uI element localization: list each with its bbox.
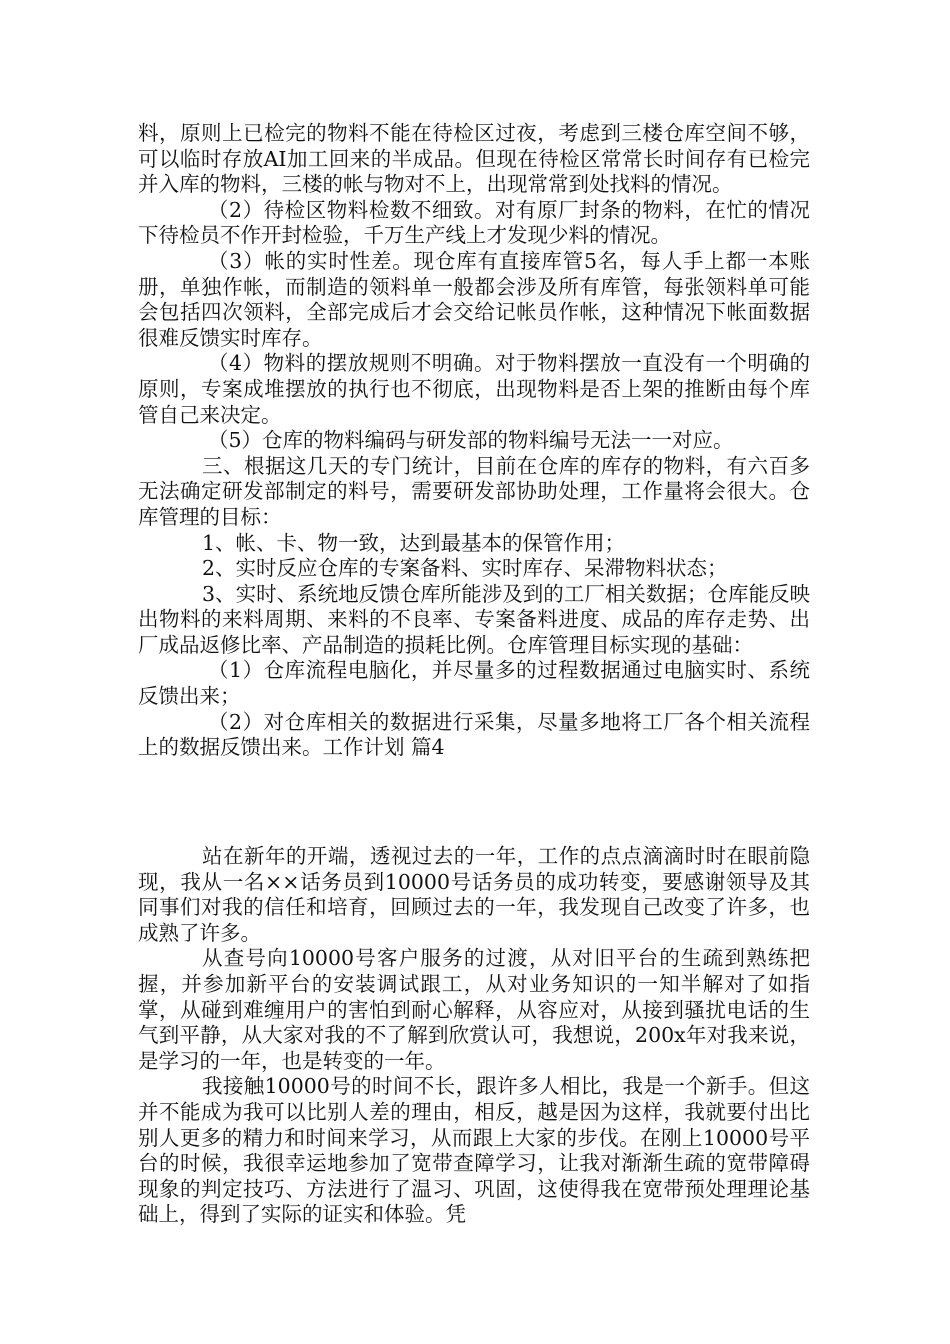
paragraph-goal-3: 3、实时、系统地反馈仓库所能涉及到的工厂相关数据；仓库能反映出物料的来料周期、来料的不良率、专案备料进度、成品的库存走势、出厂成品返修比率、产品制造的损耗比例。仓库管理目标实现的基础： [138,581,810,657]
paragraph-goal-2: 2、实时反应仓库的专案备料、实时库存、呆滞物料状态； [202,556,728,581]
paragraph-basis-1: （1）仓库流程电脑化，并尽量多的过程数据通过电脑实时、系统反馈出来； [138,658,810,709]
paragraph-section-three: 三、根据这几天的专门统计，目前在仓库的库存的物料，有六百多无法确定研发部制定的料号，需要研发部协助处理，工作量将会很大。仓库管理的目标： [138,453,810,529]
section-warehouse-report [138,121,810,761]
paragraph-item-2: （2）待检区物料检数不细致。对有原厂封条的物料，在忙的情况下待检员不作开封检验，千万生产线上才发现少料的情况。 [138,197,810,248]
paragraph-item-3: （3）帐的实时性差。现仓库有直接库管5名，每人手上都一本账册，单独作帐，而制造的领料单一般都会涉及所有库管，每张领料单可能会包括四次领料，全部完成后才会交给记帐员作帐，这种情况下帐面数据很难反馈实时库存。 [138,248,810,350]
paragraph-item-5: （5）仓库的物料编码与研发部的物料编号无法一一对应。 [208,428,734,453]
paragraph-learning: 我接触10000号的时间不长，跟许多人相比，我是一个新手。但这并不能成为我可以比别人差的理由，相反，越是因为这样，我就要付出比别人更多的精力和时间来学习，从而跟上大家的步伐。在刚上10000号平台的时候，我很幸运地参加了宽带查障学习，让我对渐渐生疏的宽带障碍现象的判定技巧、方法进行了温习、巩固，这使得我在宽带预处理理论基础上，得到了实际的证实和体验。凭 [138,1074,810,1227]
paragraph-continuation: 料，原则上已检完的物料不能在待检区过夜，考虑到三楼仓库空间不够，可以临时存放AI加工回来的半成品。但现在待检区常常长时间存有已检完并入库的物料，三楼的帐与物对不上，出现常常到处找料的情况。 [138,121,810,197]
paragraph-item-4: （4）物料的摆放规则不明确。对于物料摆放一直没有一个明确的原则，专案成堆摆放的执行也不彻底，出现物料是否上架的推断由每个库管自己来决定。 [138,351,810,427]
section-work-plan-4 [138,844,810,1228]
paragraph-goal-1: 1、帐、卡、物一致，达到最基本的保管作用； [202,530,626,555]
paragraph-transition: 从查号向10000号客户服务的过渡，从对旧平台的生疏到熟练把握，并参加新平台的安装调试跟工，从对业务知识的一知半解对了如指掌，从碰到难缠用户的害怕到耐心解释，从容应对，从接到骚扰电话的生气到平静，从大家对我的不了解到欣赏认可，我想说，200x年对我来说，是学习的一年，也是转变的一年。 [138,946,810,1073]
paragraph-new-year: 站在新年的开端，透视过去的一年，工作的点点滴滴时时在眼前隐现，我从一名××话务员到10000号话务员的成功转变，要感谢领导及其同事们对我的信任和培育，回顾过去的一年，我发现自己改变了许多，也成熟了许多。 [138,844,810,945]
paragraph-basis-2: （2）对仓库相关的数据进行采集，尽量多地将工厂各个相关流程上的数据反馈出来。工作计划 篇4 [138,709,810,760]
